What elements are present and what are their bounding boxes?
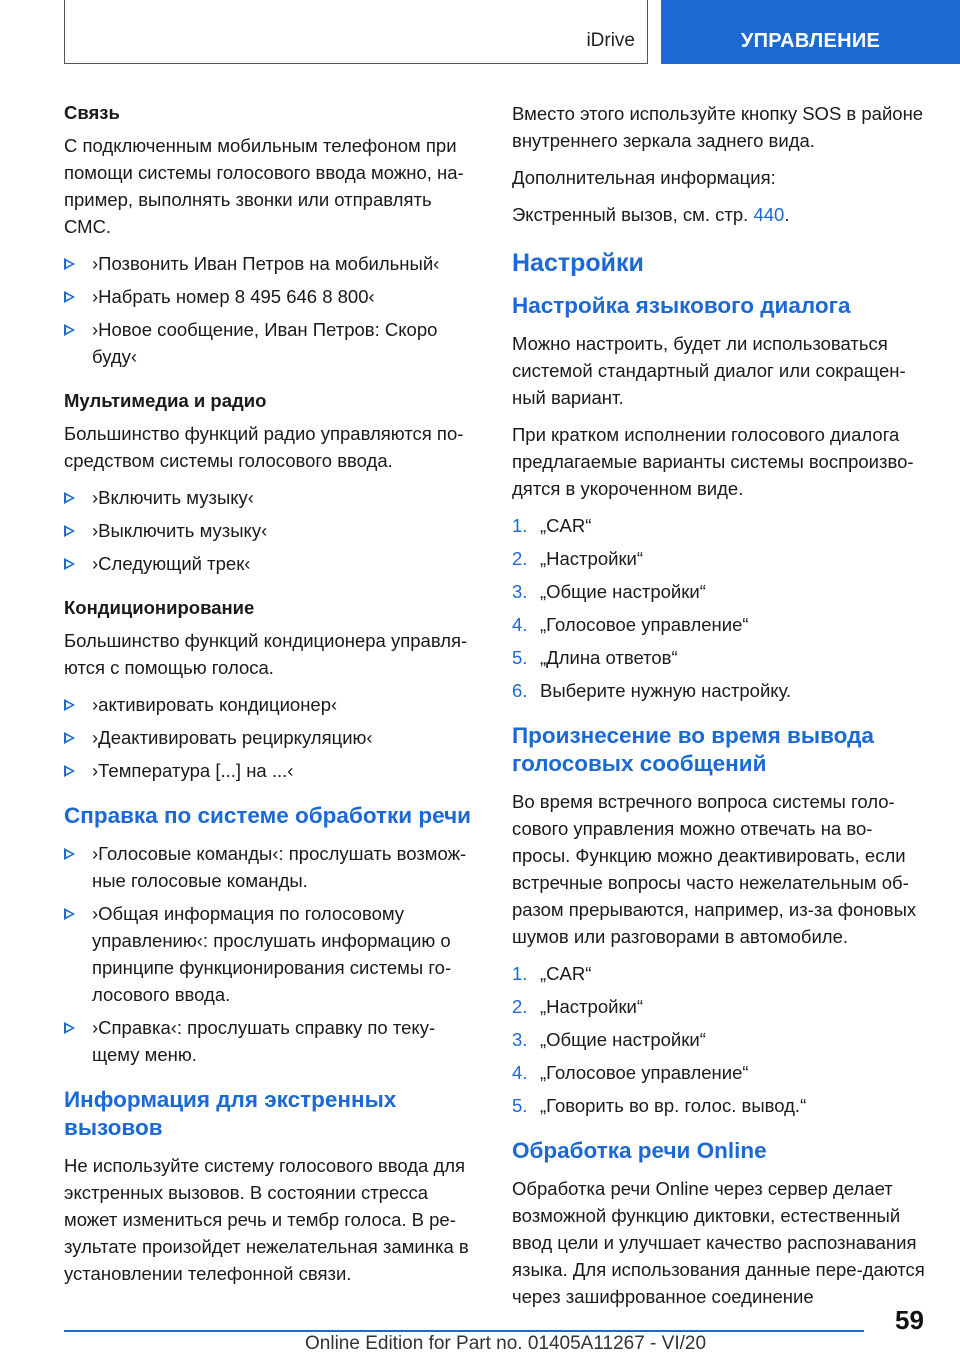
media-text: Большинство функций радио управляются по-средством системы голосового ввода. [64, 423, 464, 471]
help-title: Справка по системе обработки речи [64, 803, 471, 828]
list-item: 6. Выберите нужную настройку. [512, 680, 792, 701]
page-link[interactable]: 440 [753, 204, 785, 225]
triangle-bullet-icon [64, 699, 75, 711]
triangle-bullet-icon [64, 732, 75, 744]
help-list [64, 840, 479, 1068]
emergency-reference: Экстренный вызов, см. стр. 440. [512, 204, 790, 225]
climate-list [64, 691, 479, 784]
list-item: 5. „Длина ответов“ [512, 647, 678, 668]
header-section-tab[interactable]: УПРАВЛЕНИЕ [661, 0, 960, 64]
more-info: Дополнительная информация: [512, 167, 776, 188]
triangle-bullet-icon [64, 291, 75, 303]
list-item: 1. „CAR“ [512, 515, 592, 536]
speak-steps [512, 960, 927, 1119]
list-item: ›Новое сообщение, Иван Петров: Скоро буду‹ [64, 316, 479, 370]
media-title: Мультимедиа и радио [64, 390, 267, 411]
speak-text: Во время встречного вопроса системы голо-сового управления можно отвечать на во-просы. Функцию можно деактивировать, если встречные вопросы часто нежелательным об-разом прерываются, например, из-за фоновых шумов или разговорами в автомобиле. [512, 791, 917, 947]
climate-title: Кондиционирование [64, 597, 255, 618]
list-item: 2. „Настройки“ [512, 996, 644, 1017]
list-item: 5. „Говорить во вр. голос. вывод.“ [512, 1095, 807, 1116]
list-item: ›Справка‹: прослушать справку по теку-щему меню. [64, 1014, 479, 1068]
svyaz-list [64, 250, 479, 370]
triangle-bullet-icon [64, 558, 75, 570]
list-item: 3. „Общие настройки“ [512, 581, 706, 602]
list-item: ›Выключить музыку‹ [64, 517, 479, 544]
lang-title: Настройка языкового диалога [512, 293, 851, 318]
list-item: ›Включить музыку‹ [64, 484, 479, 511]
list-item: 4. „Голосовое управление“ [512, 614, 749, 635]
left-column [64, 100, 479, 1297]
list-item: 3. „Общие настройки“ [512, 1029, 706, 1050]
page-number: 59 [895, 1305, 924, 1335]
header-app-name: iDrive [586, 30, 635, 51]
triangle-bullet-icon [64, 848, 75, 860]
list-item: 1. „CAR“ [512, 963, 592, 984]
footer-edition: Online Edition for Part no. 01405A11267 - VI/20 [305, 1333, 707, 1354]
list-item: ›Набрать номер 8 495 646 8 800‹ [64, 283, 479, 310]
triangle-bullet-icon [64, 492, 75, 504]
triangle-bullet-icon [64, 525, 75, 537]
online-text: Обработка речи Online через сервер делает возможной функцию диктовки, естественный ввод цели и улучшает качество распознавания языка. Для использования данные пере-даются через зашифрованное соединение [512, 1178, 925, 1307]
list-item: ›Голосовые команды‹: прослушать возмож-ные голосовые команды. [64, 840, 479, 894]
list-item: ›Деактивировать рециркуляцию‹ [64, 724, 479, 751]
speak-title: Произнесение во время вывода голосовых сообщений [512, 723, 874, 776]
footer-divider [64, 1330, 864, 1332]
triangle-bullet-icon [64, 1022, 75, 1034]
online-title: Обработка речи Online [512, 1138, 767, 1163]
emergency-text: Не используйте систему голосового ввода для экстренных вызовов. В состоянии стресса может измениться речь и тембр голоса. В ре-зультате произойдет нежелательная заминка в установлении телефонной связи. [64, 1155, 469, 1284]
list-item: ›Следующий трек‹ [64, 550, 479, 577]
svyaz-text: С подключенным мобильным телефоном при помощи системы голосового ввода можно, на-пример, выполнять звонки или отправлять СМС. [64, 135, 464, 237]
list-item: ›Температура [...] на ...‹ [64, 757, 479, 784]
emergency-title: Информация для экстренных вызовов [64, 1087, 397, 1140]
media-list [64, 484, 479, 577]
climate-text: Большинство функций кондиционера управля-ются с помощью голоса. [64, 630, 468, 678]
triangle-bullet-icon [64, 324, 75, 336]
lang-steps [512, 512, 927, 704]
sos-text: Вместо этого используйте кнопку SOS в районе внутреннего зеркала заднего вида. [512, 103, 924, 151]
lang-text-2: При кратком исполнении голосового диалога предлагаемые варианты системы воспроизво-дятся в укороченном виде. [512, 424, 914, 499]
right-column [512, 100, 927, 1320]
list-item: 2. „Настройки“ [512, 548, 644, 569]
triangle-bullet-icon [64, 258, 75, 270]
triangle-bullet-icon [64, 765, 75, 777]
list-item: 4. „Голосовое управление“ [512, 1062, 749, 1083]
triangle-bullet-icon [64, 908, 75, 920]
header-frame [64, 0, 648, 64]
lang-text-1: Можно настроить, будет ли использоваться системой стандартный диалог или сокращен-ный вариант. [512, 333, 906, 408]
settings-title: Настройки [512, 249, 644, 277]
list-item: ›активировать кондиционер‹ [64, 691, 479, 718]
svyaz-title: Связь [64, 102, 120, 123]
list-item: ›Общая информация по голосовому управлению‹: прослушать информацию о принципе функционирования системы го-лосового ввода. [64, 900, 479, 1008]
list-item: ›Позвонить Иван Петров на мобильный‹ [64, 250, 479, 277]
